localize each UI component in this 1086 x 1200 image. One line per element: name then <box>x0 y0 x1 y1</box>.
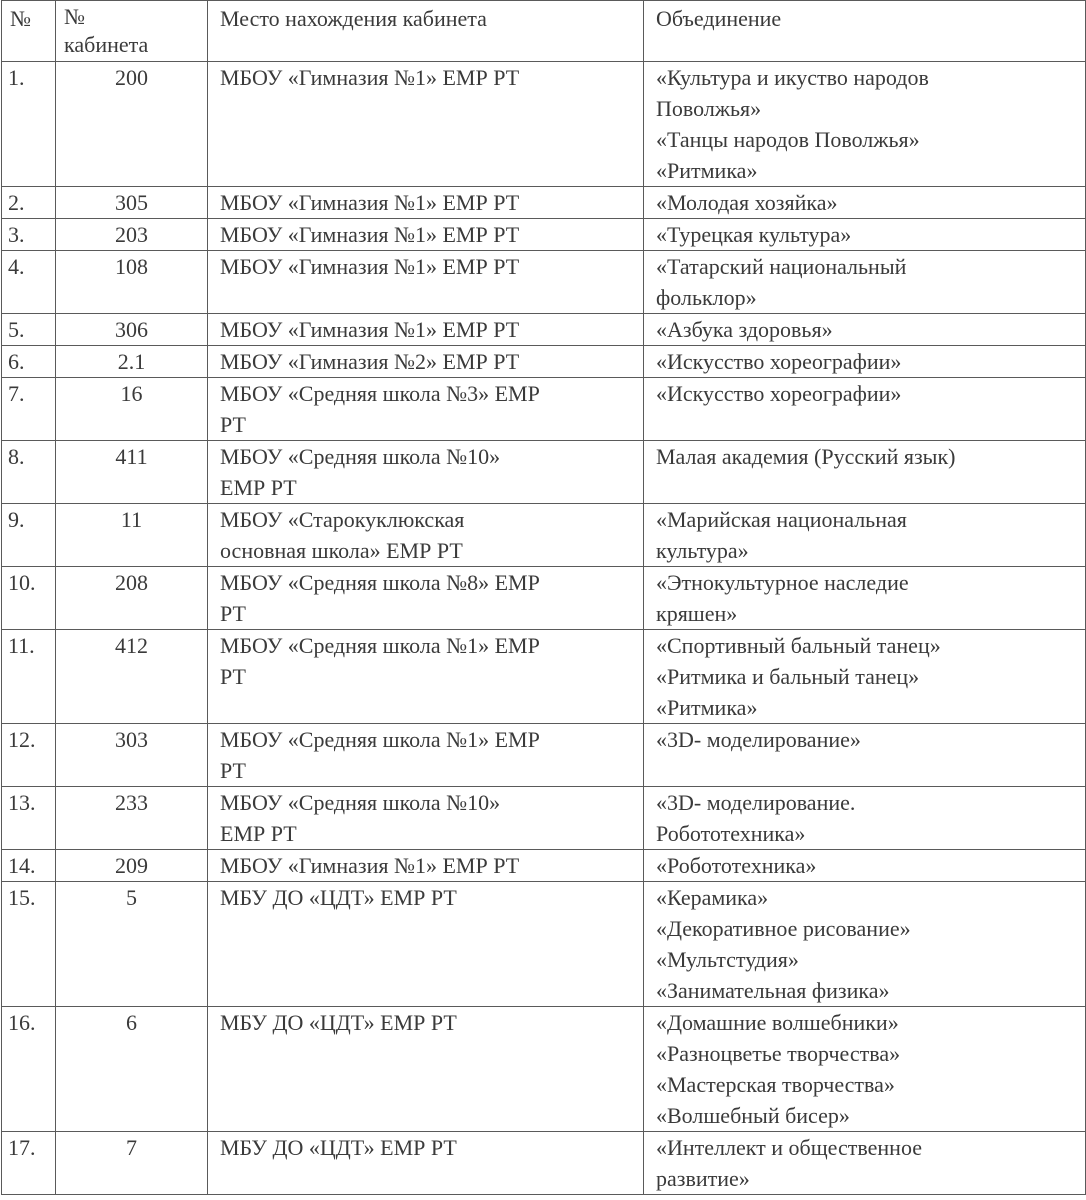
row-number: 16. <box>2 1007 56 1132</box>
association <box>644 378 1086 441</box>
association <box>644 1007 1086 1132</box>
table-row <box>2 378 1086 441</box>
association-line: «Декоративное рисование» <box>656 916 911 941</box>
association-line: «Турецкая культура» <box>656 222 852 247</box>
room-location <box>208 630 644 724</box>
room-number: 5 <box>56 882 208 1007</box>
location-line: МБОУ «Гимназия №1» ЕМР РТ <box>220 190 520 215</box>
association-line: «Ритмика» <box>656 695 758 720</box>
association-line: фольклор» <box>656 285 757 310</box>
room-location <box>208 850 644 882</box>
row-number: 9. <box>2 504 56 567</box>
association <box>644 850 1086 882</box>
row-number: 2. <box>2 187 56 219</box>
association-line: культура» <box>656 538 749 563</box>
room-number: 200 <box>56 62 208 187</box>
association <box>644 504 1086 567</box>
room-number: 411 <box>56 441 208 504</box>
association-line: кряшен» <box>656 601 738 626</box>
row-number: 13. <box>2 787 56 850</box>
association-line: «Мультстудия» <box>656 947 799 972</box>
room-number: 203 <box>56 219 208 251</box>
room-location <box>208 567 644 630</box>
room-number: 7 <box>56 1132 208 1195</box>
location-line: ЕМР РТ <box>220 475 297 500</box>
association-line: развитие» <box>656 1166 750 1191</box>
association-line: «Молодая хозяйка» <box>656 190 838 215</box>
association <box>644 630 1086 724</box>
association-line: «Ритмика» <box>656 158 758 183</box>
association <box>644 346 1086 378</box>
room-location <box>208 62 644 187</box>
association <box>644 567 1086 630</box>
row-number: 14. <box>2 850 56 882</box>
association <box>644 314 1086 346</box>
association-line: Малая академия (Русский язык) <box>656 444 956 469</box>
location-line: МБОУ «Гимназия №1» ЕМР РТ <box>220 853 520 878</box>
table-row <box>2 346 1086 378</box>
association-line: «Азбука здоровья» <box>656 317 833 342</box>
room-location <box>208 441 644 504</box>
room-number: 6 <box>56 1007 208 1132</box>
room-location <box>208 219 644 251</box>
association-line: «Искусство хореографии» <box>656 349 902 374</box>
table-row <box>2 251 1086 314</box>
table-row <box>2 441 1086 504</box>
association-line: «Домашние волшебники» <box>656 1010 899 1035</box>
room-location <box>208 504 644 567</box>
room-number: 412 <box>56 630 208 724</box>
association-line: «Мастерская творчества» <box>656 1072 895 1097</box>
association-line: «Спортивный бальный танец» <box>656 633 941 658</box>
location-line: МБОУ «Средняя школа №1» ЕМР <box>220 633 540 658</box>
location-line: МБОУ «Средняя школа №8» ЕМР <box>220 570 540 595</box>
association <box>644 219 1086 251</box>
row-number: 11. <box>2 630 56 724</box>
association <box>644 787 1086 850</box>
rooms-table <box>1 0 1086 1195</box>
room-number: 11 <box>56 504 208 567</box>
location-line: МБУ ДО «ЦДТ» ЕМР РТ <box>220 1135 457 1160</box>
association <box>644 441 1086 504</box>
table-body <box>2 62 1086 1195</box>
association-line: «Занимательная физика» <box>656 978 890 1003</box>
table-row <box>2 724 1086 787</box>
table-row <box>2 567 1086 630</box>
location-line: МБУ ДО «ЦДТ» ЕМР РТ <box>220 885 457 910</box>
header-room <box>56 1 208 62</box>
association-line: «Ритмика и бальный танец» <box>656 664 920 689</box>
association-line: «3D- моделирование. <box>656 790 856 815</box>
association <box>644 882 1086 1007</box>
table-row <box>2 314 1086 346</box>
table-row <box>2 219 1086 251</box>
room-location <box>208 314 644 346</box>
table-row <box>2 787 1086 850</box>
location-line: МБОУ «Гимназия №1» ЕМР РТ <box>220 222 520 247</box>
header-assoc: Объединение <box>644 1 1086 62</box>
table-row <box>2 187 1086 219</box>
location-line: МБОУ «Гимназия №1» ЕМР РТ <box>220 317 520 342</box>
row-number: 6. <box>2 346 56 378</box>
association-line: Робототехника» <box>656 821 806 846</box>
row-number: 1. <box>2 62 56 187</box>
association-line: «3D- моделирование» <box>656 727 861 752</box>
header-room-line2: кабинета <box>64 32 149 57</box>
row-number: 8. <box>2 441 56 504</box>
location-line: МБОУ «Гимназия №1» ЕМР РТ <box>220 254 520 279</box>
table-row <box>2 62 1086 187</box>
location-line: МБОУ «Старокуклюкская <box>220 507 465 532</box>
header-place: Место нахождения кабинета <box>208 1 644 62</box>
location-line: ЕМР РТ <box>220 821 297 846</box>
location-line: РТ <box>220 664 246 689</box>
association-line: «Разноцветье творчества» <box>656 1041 901 1066</box>
location-line: МБОУ «Гимназия №2» ЕМР РТ <box>220 349 520 374</box>
row-number: 12. <box>2 724 56 787</box>
room-number: 306 <box>56 314 208 346</box>
room-number: 303 <box>56 724 208 787</box>
room-location <box>208 378 644 441</box>
location-line: МБОУ «Средняя школа №3» ЕМР <box>220 381 540 406</box>
location-line: МБОУ «Средняя школа №10» <box>220 444 501 469</box>
table-row <box>2 1007 1086 1132</box>
table-row <box>2 882 1086 1007</box>
room-number: 233 <box>56 787 208 850</box>
row-number: 3. <box>2 219 56 251</box>
room-number: 108 <box>56 251 208 314</box>
table-row <box>2 1132 1086 1195</box>
room-location <box>208 882 644 1007</box>
table-row <box>2 850 1086 882</box>
header-room-line1: № <box>64 4 85 29</box>
location-line: РТ <box>220 601 246 626</box>
association <box>644 62 1086 187</box>
association-line: «Волшебный бисер» <box>656 1103 850 1128</box>
room-location <box>208 787 644 850</box>
association-line: «Искусство хореографии» <box>656 381 902 406</box>
location-line: МБОУ «Средняя школа №10» <box>220 790 501 815</box>
row-number: 5. <box>2 314 56 346</box>
room-location <box>208 724 644 787</box>
row-number: 10. <box>2 567 56 630</box>
row-number: 4. <box>2 251 56 314</box>
association-line: «Культура и икуство народов <box>656 65 929 90</box>
location-line: МБОУ «Средняя школа №1» ЕМР <box>220 727 540 752</box>
header-row <box>2 1 1086 62</box>
location-line: основная школа» ЕМР РТ <box>220 538 463 563</box>
room-location <box>208 1007 644 1132</box>
table-row <box>2 504 1086 567</box>
location-line: РТ <box>220 412 246 437</box>
association-line: Поволжья» <box>656 96 762 121</box>
association-line: «Интеллект и общественное <box>656 1135 922 1160</box>
location-line: МБУ ДО «ЦДТ» ЕМР РТ <box>220 1010 457 1035</box>
row-number: 7. <box>2 378 56 441</box>
association-line: «Керамика» <box>656 885 769 910</box>
association <box>644 724 1086 787</box>
association-line: «Татарский национальный <box>656 254 907 279</box>
association <box>644 187 1086 219</box>
association-line: «Марийская национальная <box>656 507 907 532</box>
room-location <box>208 346 644 378</box>
room-number: 305 <box>56 187 208 219</box>
row-number: 15. <box>2 882 56 1007</box>
room-number: 16 <box>56 378 208 441</box>
association-line: «Танцы народов Поволжья» <box>656 127 920 152</box>
table-row <box>2 630 1086 724</box>
location-line: РТ <box>220 758 246 783</box>
room-location <box>208 187 644 219</box>
row-number: 17. <box>2 1132 56 1195</box>
header-num: № <box>2 1 56 62</box>
room-number: 209 <box>56 850 208 882</box>
room-location <box>208 251 644 314</box>
association-line: «Робототехника» <box>656 853 817 878</box>
association <box>644 251 1086 314</box>
room-location <box>208 1132 644 1195</box>
association <box>644 1132 1086 1195</box>
room-number: 2.1 <box>56 346 208 378</box>
location-line: МБОУ «Гимназия №1» ЕМР РТ <box>220 65 520 90</box>
association-line: «Этнокультурное наследие <box>656 570 909 595</box>
room-number: 208 <box>56 567 208 630</box>
